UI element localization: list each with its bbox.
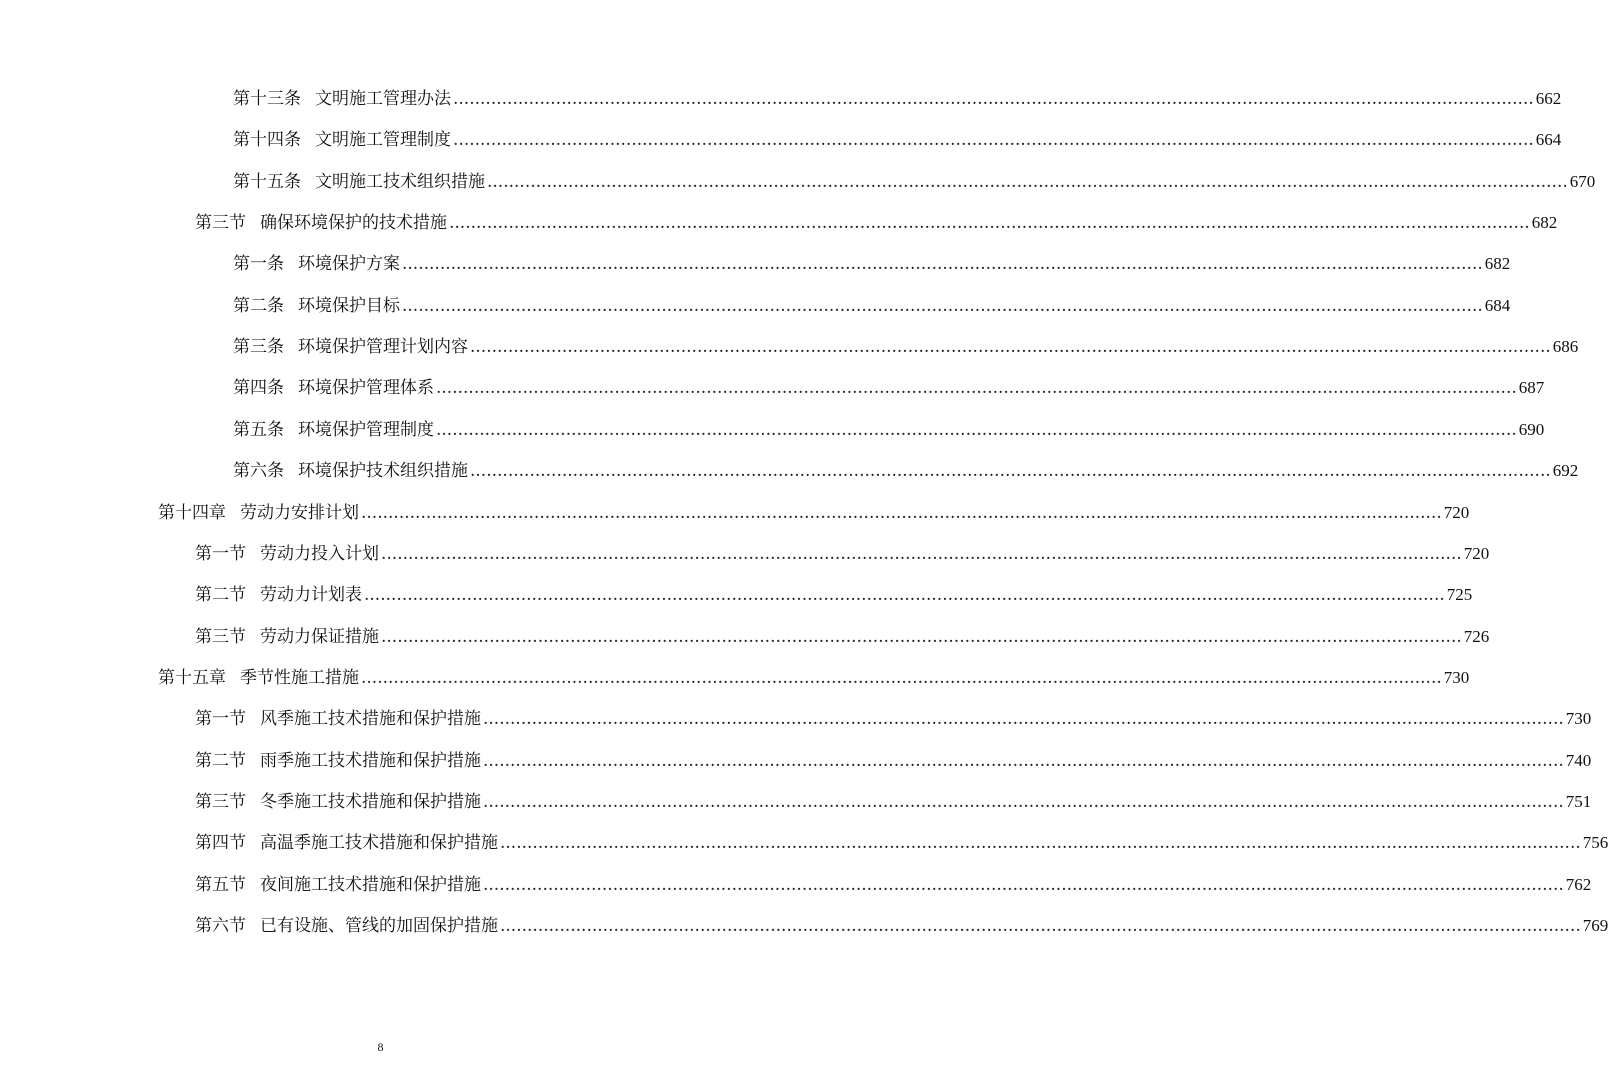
toc-entry-title: 确保环境保护的技术措施 [260, 213, 447, 234]
toc-entry-page: 684 [1484, 295, 1511, 315]
toc-entry-page: 692 [1552, 461, 1579, 481]
toc-dot-leader: ........................................................................................................................................................................................................ [361, 667, 1442, 688]
toc-entry-title: 已有设施、管线的加固保护措施 [260, 916, 498, 936]
toc-entry-number: 第二节 [195, 750, 246, 771]
toc-entry-title: 高温季施工技术措施和保护措施 [260, 833, 498, 854]
toc-entry-number: 第十五章 [158, 667, 226, 688]
toc-entry-number: 第十四条 [233, 130, 301, 151]
toc-entry-number: 第三节 [195, 626, 246, 647]
page-number: 8 [377, 1040, 384, 1054]
toc-entry-number: 第十三条 [233, 89, 301, 109]
toc-entry-title: 雨季施工技术措施和保护措施 [260, 750, 481, 771]
toc-entry-page: 664 [1535, 130, 1562, 150]
toc-entry-page: 670 [1569, 171, 1596, 191]
toc-entry-number: 第一条 [233, 254, 284, 275]
toc-entry[interactable] [158, 663, 1470, 693]
toc-entry[interactable] [195, 787, 1592, 817]
toc-dot-leader: ........................................................................................................................................................................................................ [381, 543, 1462, 564]
toc-entry-page: 730 [1565, 709, 1592, 729]
toc-entry[interactable] [195, 828, 1608, 858]
toc-entry-page: 686 [1552, 337, 1579, 357]
toc-entry-title: 环境保护目标 [298, 295, 400, 316]
toc-entry-number: 第十五条 [233, 171, 301, 192]
toc-entry[interactable] [233, 415, 1545, 445]
toc-entry-page: 740 [1565, 750, 1592, 770]
toc-entry-number: 第四条 [233, 378, 284, 399]
toc-entry[interactable] [195, 208, 1558, 238]
toc-dot-leader: ........................................................................................................................................................................................................ [436, 419, 1517, 440]
toc-entry-page: 725 [1446, 585, 1473, 605]
toc-entry-number: 第四节 [195, 833, 246, 854]
toc-entry[interactable] [233, 249, 1511, 279]
toc-entry-page: 730 [1443, 667, 1470, 687]
toc-entry-title: 劳动力安排计划 [240, 502, 359, 523]
toc-entry[interactable] [195, 539, 1490, 569]
toc-entry-title: 文明施工技术组织措施 [315, 171, 485, 192]
toc-entry-page: 726 [1463, 626, 1490, 646]
toc-entry-number: 第二条 [233, 295, 284, 316]
toc-entry[interactable] [195, 746, 1592, 776]
toc-entry[interactable] [158, 498, 1470, 528]
toc-dot-leader: ........................................................................................................................................................................................................ [402, 254, 1483, 275]
toc-entry[interactable] [233, 456, 1579, 486]
toc-entry-page: 690 [1518, 419, 1545, 439]
toc-entry[interactable] [195, 622, 1490, 652]
toc-dot-leader: ........................................................................................................................................................................................................ [483, 709, 1564, 730]
toc-entry-title: 环境保护管理体系 [298, 378, 434, 399]
toc-dot-leader: ........................................................................................................................................................................................................ [483, 874, 1564, 895]
toc-entry-page: 762 [1565, 874, 1592, 894]
toc-entry[interactable] [233, 332, 1579, 362]
toc-entry-title: 环境保护管理制度 [298, 419, 434, 440]
toc-entry-number: 第一节 [195, 543, 246, 564]
toc-dot-leader: ........................................................................................................................................................................................................ [436, 378, 1517, 399]
toc-dot-leader: ........................................................................................................................................................................................................ [402, 295, 1483, 316]
toc-entry-number: 第二节 [195, 585, 246, 606]
toc-dot-leader: ........................................................................................................................................................................................................ [500, 916, 1581, 936]
toc-dot-leader: ........................................................................................................................................................................................................ [487, 171, 1568, 192]
toc-entry-page: 682 [1484, 254, 1511, 274]
toc-entry-title: 冬季施工技术措施和保护措施 [260, 791, 481, 812]
toc-entry[interactable] [233, 125, 1562, 155]
toc-entry-title: 夜间施工技术措施和保护措施 [260, 874, 481, 895]
toc-entry-title: 劳动力计划表 [260, 585, 362, 606]
toc-dot-leader: ........................................................................................................................................................................................................ [483, 750, 1564, 771]
toc-entry-page: 687 [1518, 378, 1545, 398]
toc-entry-title: 季节性施工措施 [240, 667, 359, 688]
toc-entry-title: 文明施工管理办法 [315, 89, 451, 109]
toc-entry-number: 第五节 [195, 874, 246, 895]
toc-entry-title: 环境保护技术组织措施 [298, 461, 468, 482]
toc-entry[interactable] [233, 167, 1596, 197]
toc-entry-title: 风季施工技术措施和保护措施 [260, 709, 481, 730]
toc-entry-page: 769 [1582, 916, 1608, 935]
toc-dot-leader: ........................................................................................................................................................................................................ [500, 833, 1581, 854]
toc-dot-leader: ........................................................................................................................................................................................................ [364, 585, 1445, 606]
toc-dot-leader: ........................................................................................................................................................................................................ [470, 461, 1551, 482]
toc-entry[interactable] [233, 291, 1511, 321]
toc-entry-page: 751 [1565, 791, 1592, 811]
toc-entry-number: 第六节 [195, 916, 246, 936]
toc-dot-leader: ........................................................................................................................................................................................................ [453, 130, 1534, 151]
toc-entry[interactable] [195, 911, 1608, 941]
toc-dot-leader: ........................................................................................................................................................................................................ [449, 213, 1530, 234]
toc-entry-title: 环境保护方案 [298, 254, 400, 275]
toc-dot-leader: ........................................................................................................................................................................................................ [470, 337, 1551, 358]
toc-entry[interactable] [195, 704, 1592, 734]
toc-entry[interactable] [233, 373, 1545, 403]
toc-entry-page: 756 [1582, 833, 1608, 853]
toc-dot-leader: ........................................................................................................................................................................................................ [483, 791, 1564, 812]
toc-entry-number: 第一节 [195, 709, 246, 730]
toc-entry-page: 720 [1463, 543, 1490, 563]
toc-entry-title: 劳动力投入计划 [260, 543, 379, 564]
toc-entry-title: 环境保护管理计划内容 [298, 337, 468, 358]
toc-entry[interactable] [195, 580, 1473, 610]
toc-entry[interactable] [233, 84, 1562, 114]
toc-entry-page: 720 [1443, 502, 1470, 522]
toc-entry-number: 第五条 [233, 419, 284, 440]
toc-entry-number: 第六条 [233, 461, 284, 482]
toc-dot-leader: ........................................................................................................................................................................................................ [381, 626, 1462, 647]
toc-entry-number: 第三节 [195, 213, 246, 234]
toc-entry[interactable] [195, 870, 1592, 900]
toc-entry-title: 文明施工管理制度 [315, 130, 451, 151]
toc-entry-page: 682 [1531, 213, 1558, 233]
toc-entry-title: 劳动力保证措施 [260, 626, 379, 647]
toc-dot-leader: ........................................................................................................................................................................................................ [453, 89, 1534, 109]
toc-entry-page: 662 [1535, 89, 1562, 108]
toc-entry-number: 第三节 [195, 791, 246, 812]
toc-dot-leader: ........................................................................................................................................................................................................ [361, 502, 1442, 523]
toc-entry-number: 第三条 [233, 337, 284, 358]
toc-entry-number: 第十四章 [158, 502, 226, 523]
